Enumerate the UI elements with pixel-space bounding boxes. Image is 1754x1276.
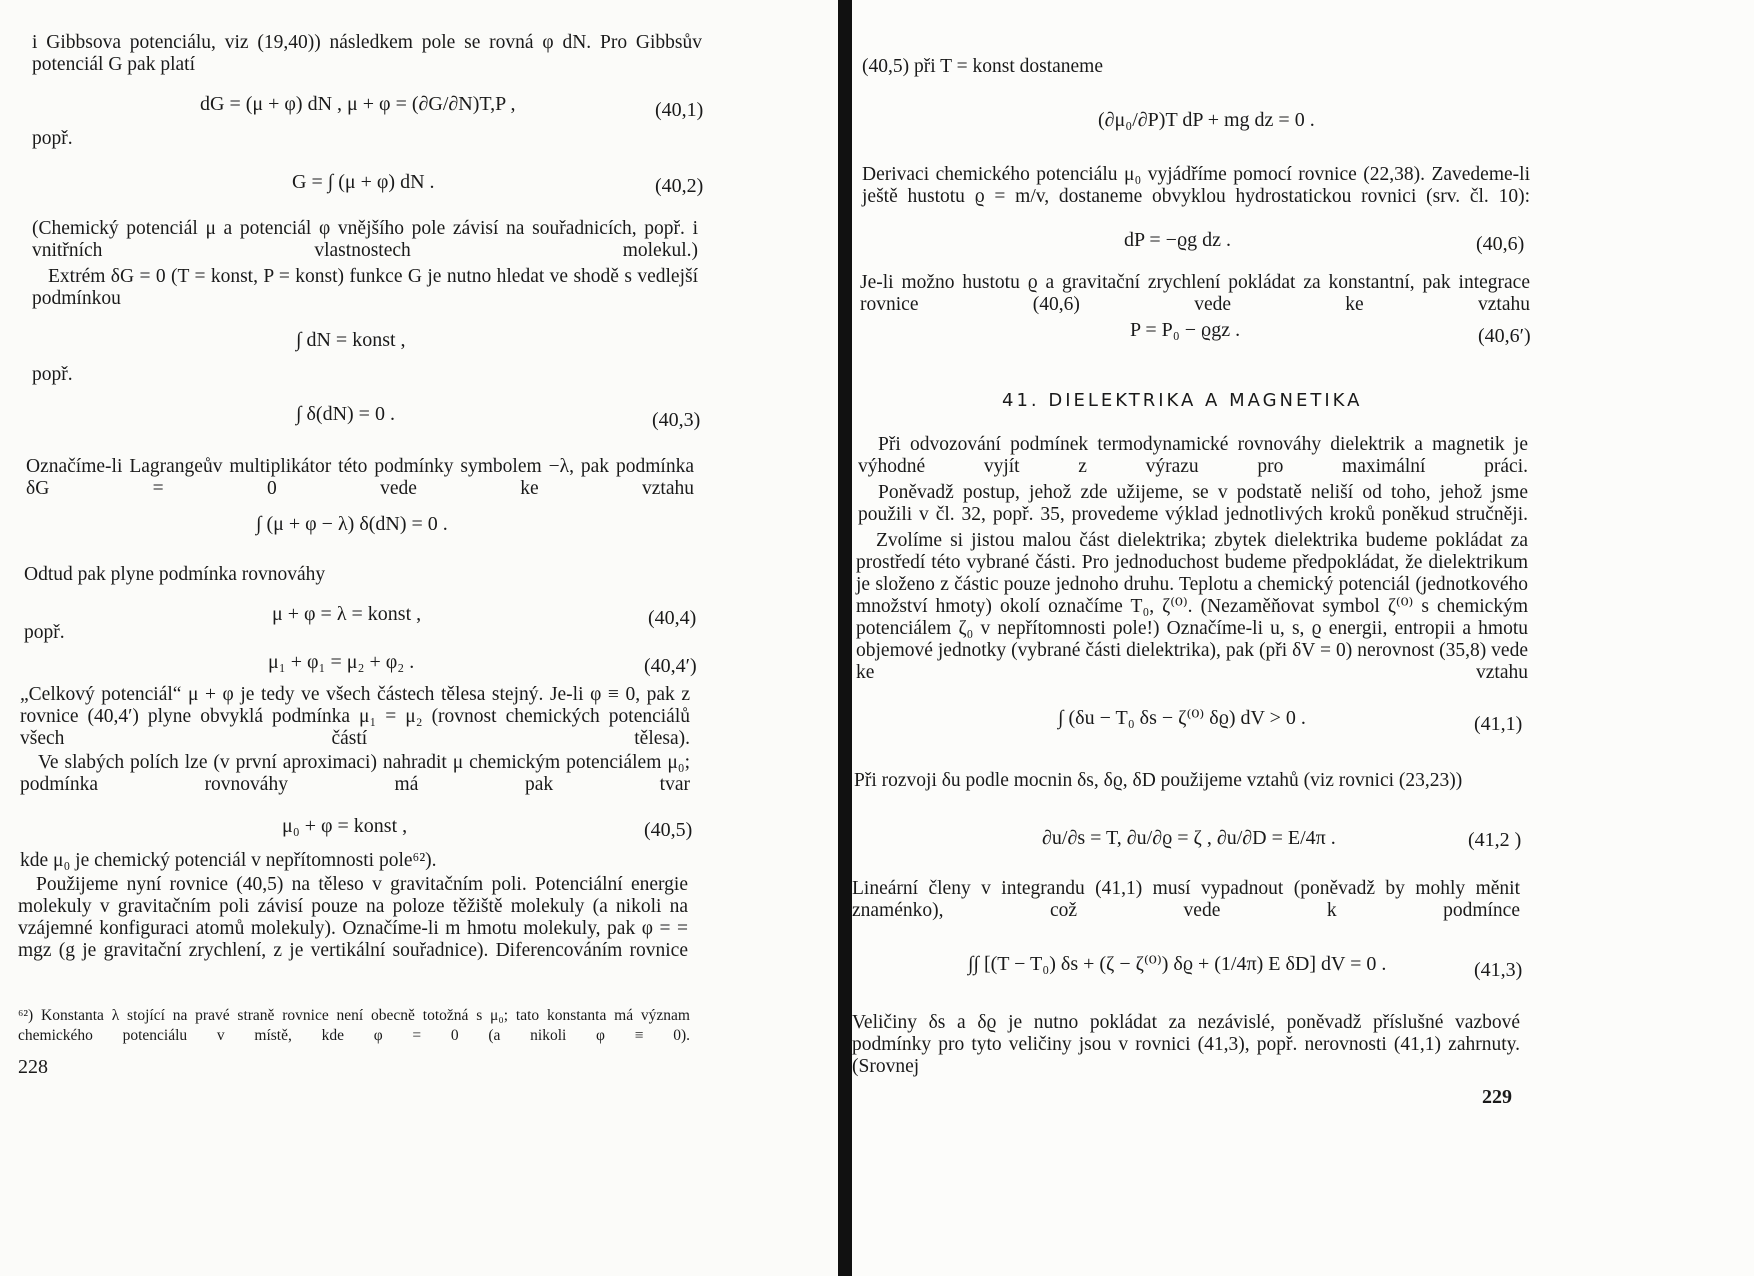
book-spine [838,0,852,1276]
page-number: 228 [18,1056,48,1078]
equation-40-3a: ∫ dN = konst , [296,329,406,351]
paragraph: Lineární členy v integrandu (41,1) musí vypadnout (poněvadž by mohly měnit znaménko), což vede k podmínce [852,878,1520,921]
paragraph: Je-li možno hustotu ϱ a gravitační zrychlení pokládat za konstantní, pak integrace rovnice (40,6) vede ke vztahu [860,272,1530,315]
paragraph: (Chemický potenciál μ a potenciál φ vnějšího pole závisí na souřadnicích, popř. i vnitřních vlastnostech molekul.) [32,218,698,261]
paragraph: Při odvozování podmínek termodynamické rovnováhy dielektrik a magnetik je výhodné vyjít z výrazu pro maximální práci. [858,434,1528,477]
equation-number: (41,2 ) [1468,829,1522,851]
page-number: 229 [1482,1086,1512,1108]
footnote: ⁶²) Konstanta λ stojící na pravé straně rovnice není obecně totožná s μ₀; tato konstanta má význam chemického potenciálu v místě, kde φ = 0 (a nikoli φ ≡ 0). [18,1006,690,1044]
paragraph: Poněvadž postup, jehož zde užijeme, se v podstatě neliší od toho, jehož jsme použili v čl. 32, popř. 35, provedeme výklad jednotlivých kroků poněkud stručněji. [858,482,1528,525]
equation-40-4: μ + φ = λ = konst , [272,603,422,625]
paragraph: Při rozvoji δu podle mocnin δs, δϱ, δD použijeme vztahů (viz rovnici (23,23)) [854,770,1463,791]
equation-number: (40,3) [652,409,701,431]
equation-dmu-dp: (∂μ₀/∂P)T dP + mg dz = 0 . [1098,109,1315,131]
paragraph: Označíme-li Lagrangeův multiplikátor této podmínky symbolem −λ, pak podmínka δG = 0 vede ke vztahu [26,456,694,499]
popr-label: popř. [32,364,73,385]
paragraph: Derivaci chemického potenciálu μ₀ vyjádříme pomocí rovnice (22,38). Zavedeme-li ještě hustotu ϱ = m/v, dostaneme obvyklou hydrostatickou rovnici (srv. čl. 10): [862,164,1530,207]
paragraph: Ve slabých polích lze (v první aproximaci) nahradit μ chemickým potenciálem μ₀; podmínka rovnováhy má pak tvar [20,752,690,795]
equation-40-5: μ₀ + φ = konst , [282,815,408,837]
equation-40-6: dP = −ϱg dz . [1124,229,1231,251]
popr-label: popř. [32,128,73,149]
paragraph: Odtud pak plyne podmínka rovnováhy [24,564,326,585]
equation-number: (40,4′) [644,655,697,677]
equation-40-3b: ∫ δ(dN) = 0 . [296,403,395,425]
equation-number: (40,4) [648,607,697,629]
equation-number: (40,5) [644,819,693,841]
equation-41-3: ∫∫ [(T − T₀) δs + (ζ − ζ⁽⁰⁾) δϱ + (1/4π) E δD] dV = 0 . [968,953,1387,975]
equation-number: (40,1) [655,99,704,121]
equation-number: (41,1) [1474,713,1523,735]
equation-40-4-prime: μ₁ + φ₁ = μ₂ + φ₂ . [268,651,415,673]
popr-label: popř. [24,622,65,643]
paragraph: Veličiny δs a δϱ je nutno pokládat za nezávislé, poněvadž příslušné vazbové podmínky pro tyto veličiny jsou v rovnici (41,3), popř. nerovnosti (41,1) zahrnuty. (Srovnej [852,1012,1520,1077]
paragraph: Zvolíme si jistou malou část dielektrika; zbytek dielektrika budeme pokládat za prostředí této vybrané části. Pro jednoduchost budeme předpokládat, že dielektrikum je složeno z částic pouze jednoho druhu. Teplotu a chemický potenciál (jednotkového množství hmoty) okolí označíme T₀, ζ⁽⁰⁾. (Nezaměňovat symbol ζ⁽⁰⁾ s chemickým potenciálem ζ₀ v nepřítomnosti pole!) Označíme-li u, s, ϱ energii, entropii a hmotu objemové jednotky (vybrané části dielektrika), pak (při δV = 0) nerovnost (35,8) vede ke vztahu [856,530,1528,683]
paragraph: kde μ₀ je chemický potenciál v nepřítomnosti pole⁶²). [20,850,437,871]
paragraph: Extrém δG = 0 (T = konst, P = konst) funkce G je nutno hledat ve shodě s vedlejší podmínkou [32,266,698,309]
paragraph: Použijeme nyní rovnice (40,5) na těleso v gravitačním poli. Potenciální energie molekuly v gravitačním poli závisí pouze na poloze těžiště molekuly (a nikoli na vzájemné konfiguraci atomů molekuly). Označíme-li m hmotu molekuly, pak φ = = mgz (g je gravitační zrychlení, z je vertikální souřadnice). Diferencováním rovnice [18,874,688,961]
equation-40-6-prime: P = P₀ − ϱgz . [1130,319,1241,341]
paragraph: „Celkový potenciál“ μ + φ je tedy ve všech částech tělesa stejný. Je-li φ ≡ 0, pak z rovnice (40,4′) plyne obvyklá podmínka μ₁ = μ₂ (rovnost chemických potenciálů všech částí tělesa). [20,684,690,749]
equation-number: (40,6′) [1478,325,1531,347]
equation-41-1: ∫ (δu − T₀ δs − ζ⁽⁰⁾ δϱ) dV > 0 . [1058,707,1306,729]
section-heading: 41. DIELEKTRIKA A MAGNETIKA [1002,390,1363,411]
equation-40-2: G = ∫ (μ + φ) dN . [292,171,435,193]
paragraph: i Gibbsova potenciálu, viz (19,40)) následkem pole se rovná φ dN. Pro Gibbsův potenciál G pak platí [32,32,702,75]
equation-number: (40,2) [655,175,704,197]
equation-lagrange: ∫ (μ + φ − λ) δ(dN) = 0 . [256,513,448,535]
paragraph: (40,5) při T = konst dostaneme [862,56,1103,77]
left-page [0,0,838,1276]
equation-number: (40,6) [1476,233,1525,255]
equation-41-2: ∂u/∂s = T, ∂u/∂ϱ = ζ , ∂u/∂D = E/4π . [1042,827,1336,849]
equation-number: (41,3) [1474,959,1523,981]
right-page [852,0,1754,1276]
equation-40-1: dG = (μ + φ) dN , μ + φ = (∂G/∂N)T,P , [200,93,516,115]
